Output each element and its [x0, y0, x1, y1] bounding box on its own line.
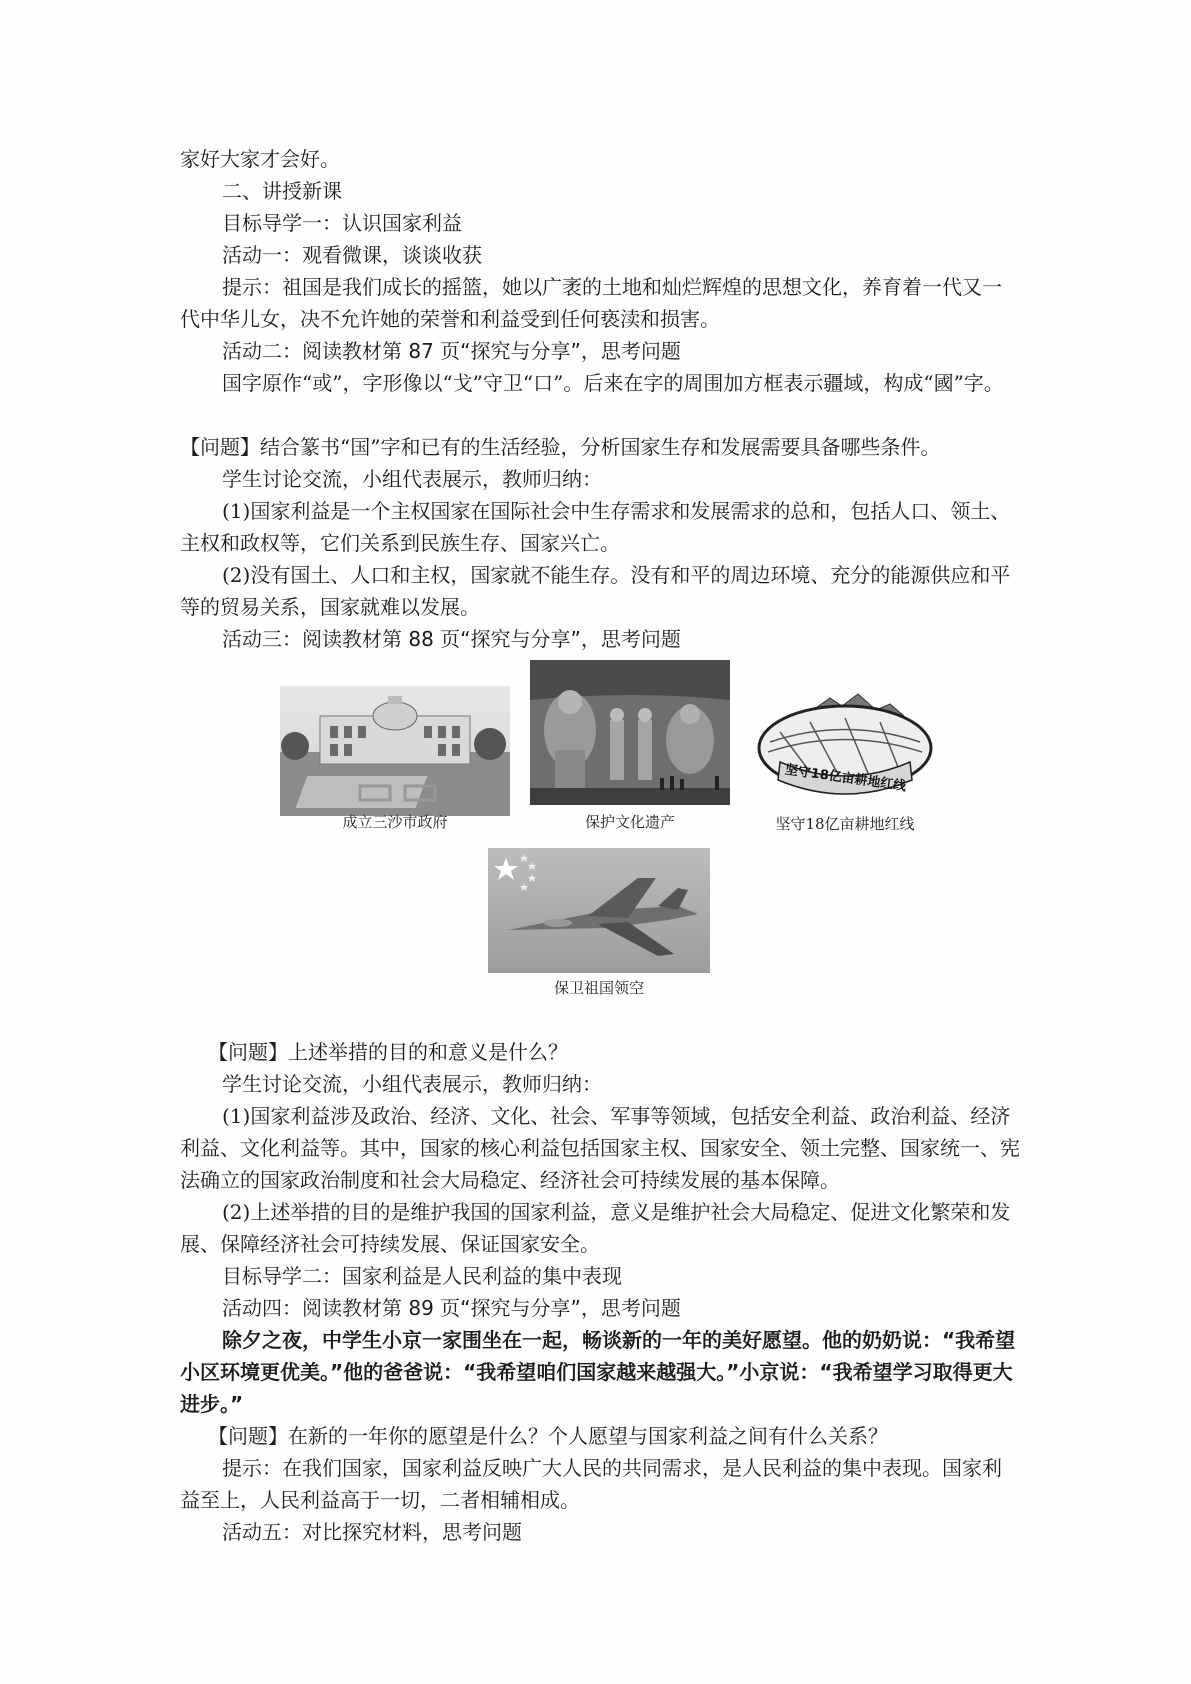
section-heading-new-lesson: 二、讲授新课: [222, 179, 342, 203]
caption-heritage: 保护文化遗产: [584, 813, 675, 831]
caption-sansha: 成立三沙市政府: [342, 813, 448, 831]
paragraph-continuation: 家好大家才会好。: [180, 147, 340, 171]
farmland-redline-illustration: [750, 682, 940, 810]
conclusion-1-1: (1)国家利益是一个主权国家在国际社会中生存需求和发展需求的总和，包括人口、领土、主权和政权等，它们关系到民族生存、国家兴亡。: [180, 499, 1011, 555]
caption-farmland: 坚守18亿亩耕地红线: [775, 815, 915, 833]
cultural-heritage-photo: [530, 660, 730, 805]
figure-sansha: [280, 686, 510, 831]
sansha-government-photo: [280, 686, 510, 816]
goal-heading-1: 目标导学一：认识国家利益: [222, 211, 462, 235]
question-paragraph-1: 【问题】结合篆书“国”字和已有的生活经验，分析国家生存和发展需要具备哪些条件。: [180, 435, 941, 459]
farmland-sign-text: 坚守18亿亩耕地红线: [783, 762, 907, 795]
hint-paragraph-2: 提示：在我们国家，国家利益反映广大人民的共同需求，是人民利益的集中表现。国家利益至上，人民利益高于一切，二者相辅相成。: [180, 1456, 1002, 1512]
conclusion-1-2: (2)没有国土、人口和主权，国家就不能生存。没有和平的周边环境、充分的能源供应和平等的贸易关系，国家就难以发展。: [180, 563, 1011, 619]
guo-character-paragraph: 国字原作“或”，字形像以“戈”守卫“口”。后来在字的周围加方框表示疆域，构成“國”字。: [222, 371, 1004, 395]
figure-airspace: [488, 848, 710, 1008]
conclusion-2-1: (1)国家利益涉及政治、经济、文化、社会、军事等领域，包括安全利益、政治利益、经济利益、文化利益等。其中，国家的核心利益包括国家主权、国家安全、领土完整、国家统一、宪法确立的国家政治制度和社会大局稳定、经济社会可持续发展的基本保障。: [180, 1104, 1020, 1192]
question-paragraph-2: 【问题】上述举措的目的和意义是什么？: [208, 1040, 568, 1064]
figure-heritage: [530, 660, 730, 831]
activity-3-heading: 活动三：阅读教材第 88 页“探究与分享”，思考问题: [222, 627, 681, 651]
question-paragraph-3: 【问题】在新的一年你的愿望是什么？个人愿望与国家利益之间有什么关系？: [208, 1424, 888, 1448]
activity-1-heading: 活动一：观看微课，谈谈收获: [222, 243, 482, 267]
activity-2-heading: 活动二：阅读教材第 87 页“探究与分享”，思考问题: [222, 339, 681, 363]
caption-airspace: 保卫祖国领空: [553, 979, 644, 997]
hint-paragraph-1: 提示：祖国是我们成长的摇篮，她以广袤的土地和灿烂辉煌的思想文化，养育着一代又一代中华儿女，决不允许她的荣誉和利益受到任何亵渎和损害。: [180, 275, 1002, 331]
new-year-wishes-paragraph: 除夕之夜，中学生小京一家围坐在一起，畅谈新的一年的美好愿望。他的奶奶说：“我希望小区环境更优美。”他的爸爸说：“我希望咱们国家越来越强大。”小京说：“我希望学习取得更大进步。”: [180, 1328, 1016, 1416]
activity-4-heading: 活动四：阅读教材第 89 页“探究与分享”，思考问题: [222, 1296, 681, 1320]
conclusion-2-2: (2)上述举措的目的是维护我国的国家利益，意义是维护社会大局稳定、促进文化繁荣和发展、保障经济社会可持续发展、保证国家安全。: [180, 1200, 1011, 1256]
discussion-paragraph-1: 学生讨论交流，小组代表展示，教师归纳：: [222, 467, 602, 491]
goal-heading-2: 目标导学二：国家利益是人民利益的集中表现: [222, 1264, 622, 1288]
figure-farmland: [750, 682, 940, 842]
airspace-fighter-jet-photo: [488, 848, 710, 973]
discussion-paragraph-2: 学生讨论交流，小组代表展示，教师归纳：: [222, 1072, 602, 1096]
activity-5-heading: 活动五：对比探究材料，思考问题: [222, 1520, 522, 1544]
